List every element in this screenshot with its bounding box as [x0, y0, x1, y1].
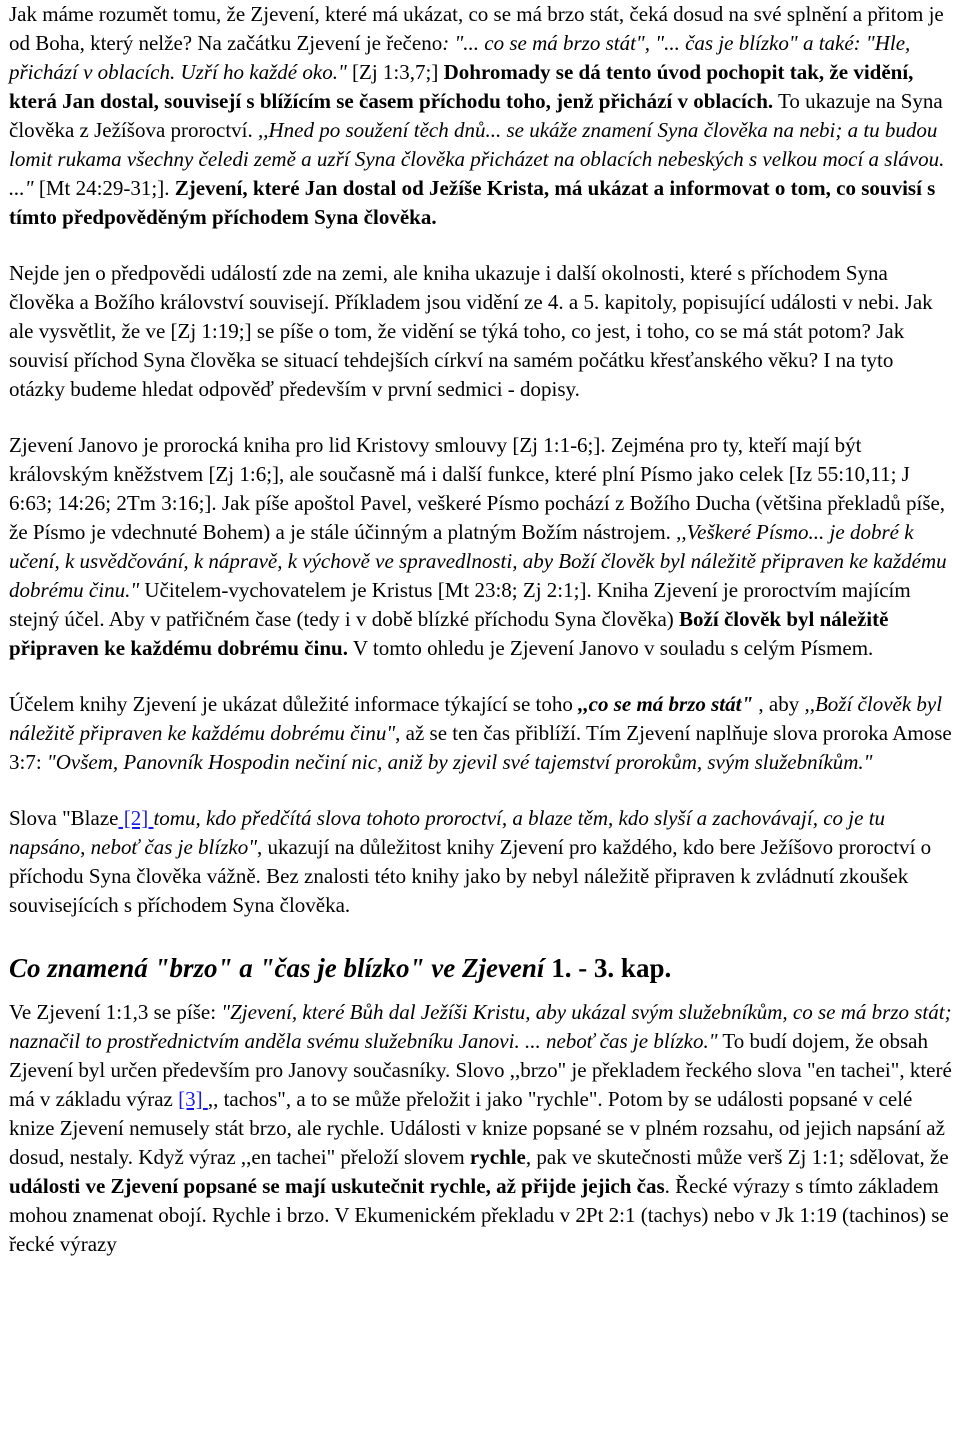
agreement-text: V tomto ohledu je Zjevení Janovo v souladu s celým Písmem.	[347, 636, 874, 660]
intro-son-of-man: To ukazuje na Syna člověka z Ježíšova proroctví.	[9, 89, 943, 142]
blessed-importance: , ukazují na důležitost knihy Zjevení pro každého, kdo bere Ježíšovo proroctví o příchodu Syna člověka vážně. Bez znalosti této knihy jako by nebyl náležitě připraven k zvládnutí zkoušek souvisejících s příchodem Syna člověka.	[9, 835, 932, 917]
heading-chapters: 1. - 3. kap.	[551, 953, 672, 983]
quote-amos: "Ovšem, Panovník Hospodin nečiní nic, aniž by zjevil své tajemství prorokům, svým služebníkům."	[46, 750, 873, 774]
purpose-text: Účelem knihy Zjevení je ukázat důležité informace týkající se toho	[9, 692, 579, 716]
quote-prepared: ,,Boží člověk byl náležitě připraven ke každému dobrému činu"	[9, 692, 943, 745]
quote-scripture: ,,Veškeré Písmo... je dobré k učení, k usvědčování, k nápravě, k výchově ve spravedlnosti, aby Boží člověk byl náležitě připraven ke každému dobrému činu."	[9, 520, 947, 602]
intro-bold-summary: Dohromady se dá tento úvod pochopit tak, že vidění, která Jan dostal, souvisejí s blížícím se časem příchodu toho, jenž přichází v oblacích.	[9, 60, 914, 113]
bold-events-quickly: události ve Zjevení popsané se mají uskutečnit rychle, až přijde jejich čas	[9, 1174, 665, 1198]
prophetic-text: Zjevení Janovo je prorocká kniha pro lid Kristovy smlouvy [Zj 1:1-6;]. Zejména pro ty, kteří mají být královským kněžstvem [Zj 1:6;], ale současně má i další funkce, které plní Písmo jako celek [Iz 55:10,11; J 6:63; 14:26; 2Tm 3:16;]. Jak píše apoštol Pavel, veškeré Písmo pochází z Božího Ducha (většina překladů píše, že Písmo je vdechnuté Bohem) a je stále účinným a platným Božím nástrojem.	[9, 433, 946, 544]
intro-bold-conclusion: Zjevení, které Jan dostal od Ježíše Krista, má ukázat a informovat o tom, co souvisí s tímto předpověděným příchodem Syna člověka.	[9, 176, 936, 229]
blessed-text: Slova "Blaze	[9, 806, 119, 830]
teacher-text: Učitelem-vychovatelem je Kristus [Mt 23:8; Zj 2:1;]. Kniha Zjevení je proroctvím majícím stejný účel. Aby v patřičném čase (tedy i v době blízké příchodu Syna člověka)	[9, 578, 911, 631]
quote-soon: ,,co se má brzo stát"	[578, 692, 754, 716]
intro-text: Jak máme rozumět tomu, že Zjevení, které má ukázat, co se má brzo stát, čeká dosud na své splnění a přitom je od Boha, který nelže? Na začátku Zjevení je řečeno	[9, 2, 944, 55]
quote-matthew: ,,Hned po soužení těch dnů... se ukáže znamení Syna člověka na nebi; a tu budou lomit rukama všechny čeledi země a uzří Syna člověka přicházet na oblacích nebeských s velkou mocí a slávou. ..."	[9, 118, 945, 200]
soon-intro: Ve Zjevení 1:1,3 se píše:	[9, 1000, 222, 1024]
paragraph-prophetic-book	[9, 431, 952, 663]
bold-prepared: Boží člověk byl náležitě připraven ke každému dobrému činu.	[9, 607, 889, 660]
paragraph-predictions: Nejde jen o předpovědi událostí zde na zemi, ale kniha ukazuje i další okolnosti, které s příchodem Syna člověka a Božího království souvisejí. Příkladem jsou vidění ze 4. a 5. kapitoly, popisující události v nebi. Jak ale vysvětlit, že ve [Zj 1:19;] se píše o tom, že vidění se týká toho, co jest, i toho, co se má stát potom? Jak souvisí příchod Syna člověka se situací tehdejších církví na samém počátku křesťanského věku? I na tyto otázky budeme hledat odpověď především v první sedmici - dopisy.	[9, 261, 933, 401]
heading-italic: Co znamená "brzo" a "čas je blízko" ve Zjevení	[9, 953, 552, 983]
footnote-link-3[interactable]: [3]	[178, 1087, 208, 1111]
quote-blessed: tomu, kdo předčítá slova tohoto proroctví, a blaze těm, kdo slyší a zachovávají, co je tu napsáno, neboť čas je blízko"	[9, 806, 886, 859]
footnote-link-2[interactable]: [2]	[118, 806, 154, 830]
ref-mt-24: [Mt 24:29-31;].	[33, 176, 175, 200]
soon-tachos: ,, tachos", a to se může přeložit i jako "rychle". Potom by se události popsané v celé knize Zjevení nemusely stát brzo, ale rychle. Události v knize popsané se v plném rozsahu, od jejich napsání až dosud, nestaly. Když výraz ,,en tachei" přeloží slovem	[9, 1087, 945, 1169]
paragraph-soon-meaning	[9, 998, 952, 1259]
bold-rychle: rychle	[469, 1145, 526, 1169]
quote-opening: : "... co se má brzo stát", "... čas je blízko" a také: "Hle, přichází v oblacích. Uzří ho každé oko."	[9, 31, 911, 84]
paragraph-purpose	[9, 690, 952, 777]
section-heading	[9, 950, 952, 986]
soon-greek-both: . Řecké výrazy s tímto základem mohou znamenat obojí. Rychle i brzo. V Ekumenickém překladu v 2Pt 2:1 (tachys) nebo v Jk 1:19 (tachinos) se řecké výrazy	[9, 1174, 949, 1256]
quote-revelation-1: "Zjevení, které Bůh dal Ježíši Kristu, aby ukázal svým služebníkům, co se má brzo stát; naznačil to prostřednictvím anděla svému služebníku Janovi. ... neboť čas je blízko."	[9, 1000, 952, 1053]
paragraph-intro	[9, 0, 952, 232]
soon-verse: , pak ve skutečnosti může verš Zj 1:1; sdělovat, že	[525, 1145, 949, 1169]
purpose-amos: , až se ten čas přiblíží. Tím Zjevení naplňuje slova proroka Amose 3:7:	[9, 721, 952, 774]
soon-greek: To budí dojem, že obsah Zjevení byl určen především pro Janovy současníky. Slovo ,,brzo" je překladem řeckého slova "en tachei", které má v základu výraz	[9, 1029, 952, 1111]
purpose-aby: , aby	[753, 692, 805, 716]
ref-zj-1-3-7: [Zj 1:3,7;]	[346, 60, 444, 84]
paragraph-blessed	[9, 804, 952, 920]
